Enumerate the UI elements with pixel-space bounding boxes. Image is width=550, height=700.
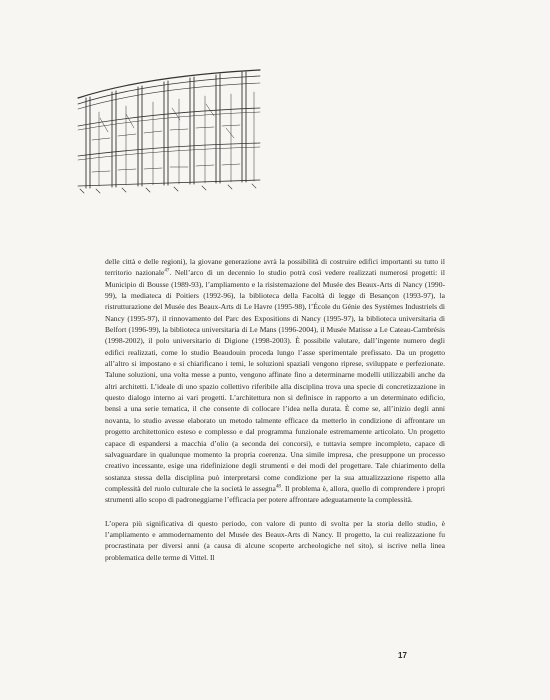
- paragraph-2: [105, 518, 445, 563]
- footnote-ref-48[interactable]: 48: [275, 484, 281, 490]
- paragraph-1: [105, 256, 445, 506]
- text-run: L’opera più significativa di questo periodo, con valore di punto di svolta per la storia dello studio, è l’ampliamento e ammodernamento del Musée des Beaux-Arts di Nancy. Il progetto, la cui realizzazione fu procrastinata per diversi anni (a causa di alcune scoperte archeologiche nel sito), si iscrive nella linea problematica delle terme di Vittel. Il: [105, 518, 445, 562]
- text-run: delle città e delle regioni), la giovane generazione avrà la possibilità di costruire edifici importanti su tutto il territorio nazionale: [105, 257, 445, 278]
- text-run: . Nell’arco di un decennio lo studio potrà così vedere realizzati numerosi progetti: il Municipio di Bousse (1989-93), l’ampliamento e la risistemazione del Musée des Beaux-Arts di Nancy (1990-99), la mediateca di Poitiers (1992-96), la biblioteca della Facoltà di legge di Besançon (1993-97), la ristrutturazione del Musée des Beaux-Arts di Le Havre (1995-98), l’École du Génie des Systèmes Industriels di Nancy (1995-97), il rinnovamento del Parc des Expositions di Nancy (1995-97), la biblioteca universitaria di Belfort (1996-99), la biblioteca universitaria di Le Mans (1996-2004), il Musée Matisse a Le Cateau-Cambrésis (1998-2002), il polo universitario di Digione (1998-2003). È possibile valutare, dall’ingente numero degli edifici realizzati, come lo studio Beaudouin proceda lungo l’asse sperimentale prefissato. Da un progetto all’altro si impostano e si chiarificano i temi, le soluzioni spaziali vengono riprese, sviluppate e perfezionate. Talune soluzioni, una volta messe a punto, vengono affinate fino a determinarne modelli utilizzabili anche da altri architetti. L’ideale di uno spazio collettivo riferibile alla disciplina trova una specie di concretizzazione in questo dialogo interno ai vari progetti. L’architettura non si definisce in rapporto a un determinato edificio, bensì a una serie tematica, il che consente di collocare l’idea nella durata. È come se, all’inizio degli anni novanta, lo studio avesse elaborato un metodo talmente efficace da metterlo in condizione di affrontare un progetto architettonico esteso e complesso e dal programma funzionale estremamente articolato. Un progetto capace di espandersi a macchia d’olio (a seconda dei concorsi), e tuttavia sempre incompleto, capace di salvaguardare in qualunque momento la propria coerenza. Una simile impresa, che presuppone un processo creativo incessante, esige una ridefinizione degli strumenti e dei modi del progettare. Tale chiarimento della sostanza stessa della disciplina può interpretarsi come condizione per la sua attualizzazione rispetto alla complessità del ruolo culturale che la società le assegna: [105, 268, 446, 493]
- body-text: [105, 256, 445, 563]
- text-run: . Il problema è, allora, quello di comprendere i propri strumenti allo scopo di padroneggiarne l’efficacia per potere affrontare adeguatamente la complessità.: [105, 483, 446, 505]
- page-number: 17: [398, 651, 407, 660]
- footnote-ref-47[interactable]: 47: [164, 268, 170, 274]
- facade-sketch-illustration: [76, 68, 262, 196]
